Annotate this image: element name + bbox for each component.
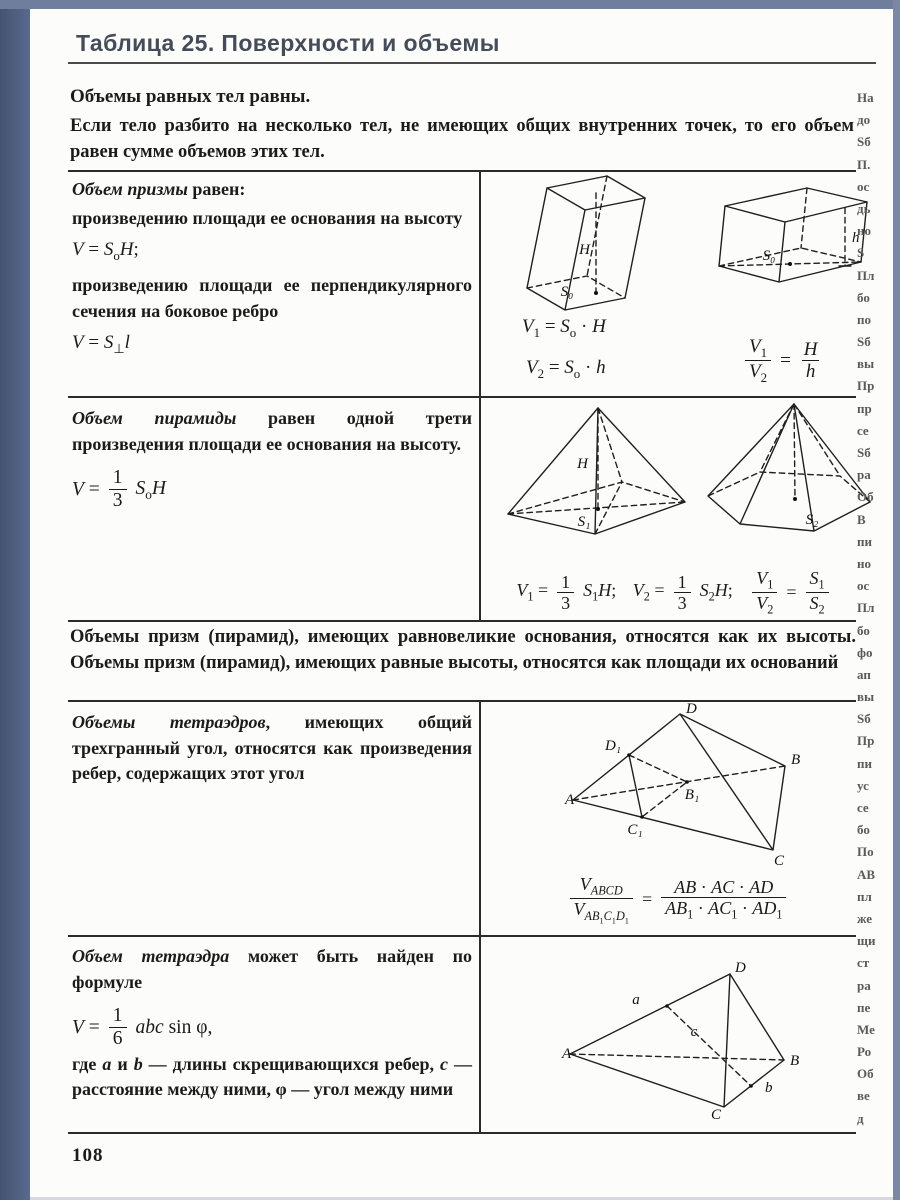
vertex-b1-label: B₁	[684, 787, 700, 803]
oblique-prism-figure	[505, 172, 680, 322]
page-number: 108	[72, 1145, 104, 1166]
pyramid-base-label: S₁	[577, 514, 591, 530]
formula-tetrahedron-volume: V = $\frac{1}{6}$ abc sin φ,	[72, 1005, 213, 1049]
column-divider-1	[479, 172, 481, 396]
column-divider-3	[479, 702, 481, 935]
tetrahedron-volume-text	[72, 944, 472, 1106]
vertex-c-label: C	[773, 853, 785, 869]
pyramid-volume-paragraph: Объем пирамиды равен одной трети произведения площади ее основания на высоту.	[72, 408, 472, 454]
tetrahedra-ratio-text: Объемы тетраэдров, имеющих общий трехгранный угол, относятся как произведения ребер, содержащих этот угол	[72, 712, 472, 784]
prism-base-label: S₀	[560, 284, 574, 300]
formula-pyramid-ratio-line: $V_1$ = $\frac{1}{3}$ $S_1H$; $V_2$ = $\frac{1}{3}$ $S_2H$; $\frac{V_1}{V_2}$ = $\frac{S_1}{S_2}$	[492, 568, 856, 618]
parallelepiped-height-label: h	[852, 230, 860, 246]
intro-paragraph: Если тело разбито на несколько тел, не имеющих общих внутренних точек, то его объем равен сумме объемов этих тел.	[70, 116, 854, 163]
edge-a-label: a	[632, 992, 640, 1008]
table-rule-5	[68, 935, 856, 937]
edge-b-label: b	[765, 1080, 773, 1096]
table-rule-1	[68, 170, 856, 172]
table-rule-3	[68, 620, 856, 622]
prism-volume-text: Объем призмы равен: произведению площади ее основания на высоту $V = S_оH$; произведению площади ее перпендикулярного сечения на боковое ребро $V = S_\perp l$	[72, 179, 472, 357]
formula-tetrahedra-ratio: $\frac{V_{ABCD}}{V_{AB_1C_1D_1}}$ = $\frac{AB \cdot AC \cdot AD}{AB_1 \cdot AC_1 \cdot AD_1}$	[502, 874, 854, 926]
vertex-a-label: A	[565, 792, 575, 808]
formula-v1: $V_1 = S_о \cdot H$	[522, 316, 606, 340]
vertex-b-label: B	[790, 1053, 800, 1069]
formula-v1-v2-ratio: $\frac{V_1}{V_2}$ = $\frac{H}{h}$	[742, 336, 825, 386]
column-divider-2	[479, 398, 481, 620]
prism-height-label: H	[579, 242, 590, 258]
prism-pyramid-ratio-text: Объемы призм (пирамид), имеющих равновеликие основания, относятся как их высоты. Объемы призм (пирамид), имеющих равные высоты, относятся как площади их оснований	[70, 627, 856, 673]
title-rule	[68, 62, 876, 64]
vertex-d-label: D	[735, 960, 746, 976]
vertex-a-label: A	[562, 1046, 572, 1062]
tetrahedron-volume-intro: Объем тетраэдра может быть найден по формуле	[72, 946, 472, 992]
pyramid-figure	[500, 402, 695, 557]
formula-v2: $V_2 = S_о \cdot h$	[526, 357, 606, 381]
scan-edge-left	[0, 0, 30, 1200]
parallelepiped-figure	[695, 182, 880, 297]
vertex-d-label: D	[686, 701, 697, 717]
intro-heading: Объемы равных тел равны.	[70, 86, 311, 107]
hex-pyramid-figure	[702, 398, 882, 563]
vertex-d1-label: D₁	[604, 738, 621, 754]
scan-edge-top	[0, 0, 900, 9]
tetrahedron-skew-edges-figure	[562, 958, 807, 1123]
pyramid-height-label: H	[577, 456, 588, 472]
vertex-b-label: B	[791, 752, 801, 768]
pyramid-volume-text	[72, 406, 472, 514]
tetrahedron-section-figure	[565, 700, 810, 872]
formula-pyramid-volume: V = $\frac{1}{3}$ $S_оH$	[72, 467, 167, 511]
hex-pyramid-base-label: S₂	[805, 512, 819, 528]
distance-c-label: c	[690, 1024, 698, 1040]
page-title: Таблица 25. Поверхности и объемы	[76, 30, 500, 56]
column-divider-4	[479, 937, 481, 1132]
parallelepiped-base-label: S₀	[762, 248, 776, 264]
table-rule-6	[68, 1132, 856, 1134]
vertex-c1-label: C₁	[627, 822, 643, 838]
scan-edge-right	[893, 0, 900, 1200]
adjacent-page-bleed: На до Sб П. ос дь но S Пл бо по Sб вы Пр пр се Sб ра Об В пи но ос Пл бо фо ап вы Sб Пр пи ус се бо По АВ пл же щи ст ра пе Ме Ро Об ве д	[857, 90, 876, 1126]
tetrahedron-volume-legend: где a и b — длины скрещивающихся ребер, c — расстояние между ними, φ — угол между ними	[72, 1053, 473, 1100]
vertex-c-label: C	[710, 1107, 722, 1123]
